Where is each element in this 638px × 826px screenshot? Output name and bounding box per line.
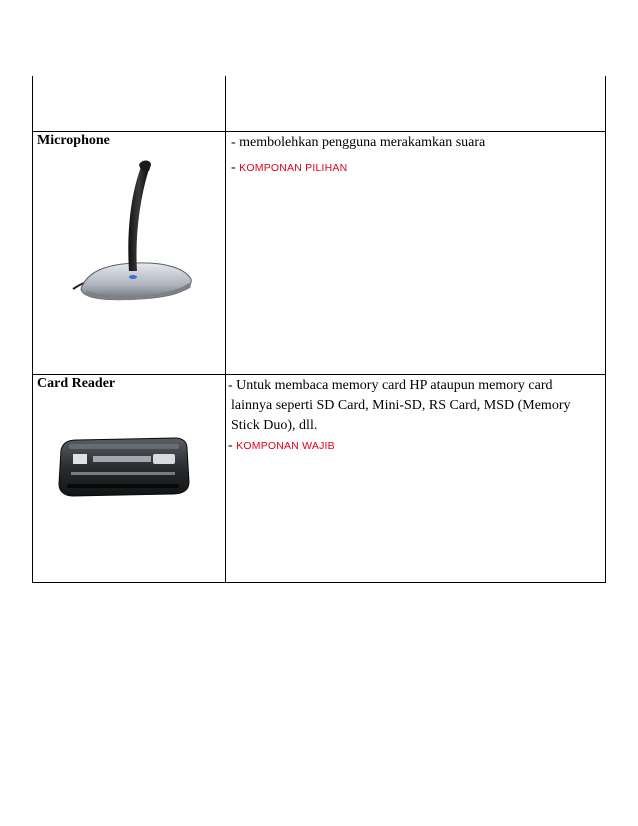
tag-prefix: - [231,160,240,175]
microphone-icon [67,159,197,329]
row-separator [32,582,606,583]
component-name: Microphone [37,133,110,148]
component-tag: KOMPONAN PILIHAN [239,162,348,174]
column-divider [225,76,226,131]
description-line: lainnya seperti SD Card, Mini-SD, RS Card, MSD (Memory [231,398,571,413]
column-divider [225,131,226,374]
description-line: Stick Duo), dll. [231,418,318,433]
component-name: Card Reader [37,376,116,391]
table-row-card-reader [32,374,606,582]
tag-prefix: - [228,438,237,453]
component-cell [37,133,221,149]
description-line: - Untuk membaca memory card HP ataupun memory card [228,378,553,393]
component-tag: KOMPONAN WAJIB [236,440,335,452]
table-row [32,76,606,131]
column-divider [225,374,226,582]
description-line: - membolehkan pengguna merakamkan suara [231,135,486,150]
description-cell [231,133,601,176]
component-cell [37,376,221,392]
component-tag-line [231,160,601,176]
description-cell [228,376,598,454]
card-reader-icon [53,432,193,500]
component-tag-line [228,438,598,454]
table-row-microphone [32,131,606,374]
